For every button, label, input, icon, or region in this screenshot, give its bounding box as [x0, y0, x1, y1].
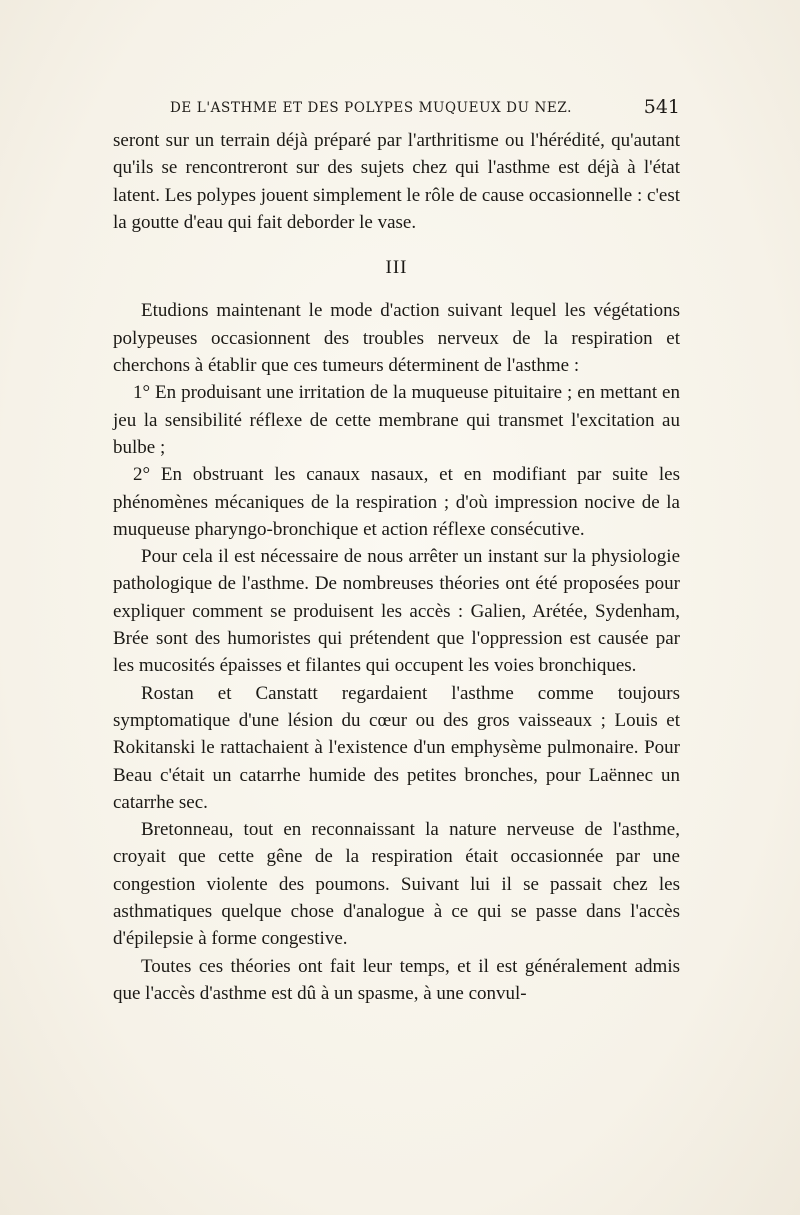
page-number: 541 — [643, 96, 680, 118]
running-header — [170, 96, 680, 122]
list-item-1: 1° En produisant une irritation de la muqueuse pituitaire ; en mettant en jeu la sensibilité réflexe de cette membrane qui transmet l'excitation au bulbe ; — [113, 382, 680, 458]
body-text — [113, 127, 680, 1007]
paragraph-intro: Etudions maintenant le mode d'action suivant lequel les végétations polypeuses occasionnent des troubles nerveux de la respiration et cherchons à établir que ces tumeurs déterminent de l'asthme : — [113, 300, 680, 377]
paragraph-conclusion: Toutes ces théories ont fait leur temps, et il est généralement admis que l'accès d'asthme est dû à un spasme, à une convul- — [113, 955, 680, 1004]
paragraph-rostan: Rostan et Canstatt regardaient l'asthme comme toujours symptomatique d'une lésion du cœur ou des gros vaisseaux ; Louis et Rokitanski le rattachaient à l'existence d'un emphysème pulmonaire. Pour Beau c'était un catarrhe humide des petites bronches, pour Laënnec un catarrhe sec. — [113, 682, 680, 813]
paragraph-theories: Pour cela il est nécessaire de nous arrêter un instant sur la physiologie pathologique de l'asthme. De nombreuses théories ont été proposées pour expliquer comment se produisent les accès : Galien, Arétée, Sydenham, Brée sont des humoristes qui prétendent que l'oppression est causée par les mucosités épaisses et filantes qui occupent les voies bronchiques. — [113, 546, 680, 677]
section-heading: III — [385, 257, 408, 279]
list-item-2: 2° En obstruant les canaux nasaux, et en modifiant par suite les phénomènes mécaniques de la respiration ; d'où impression nocive de la muqueuse pharyngo-bronchique et action réflexe consécutive. — [113, 464, 680, 540]
paragraph-bretonneau: Bretonneau, tout en reconnaissant la nature nerveuse de l'asthme, croyait que cette gêne de la respiration était occasionnée par une congestion violente des poumons. Suivant lui il se passait chez les asthmatiques quelque chose d'analogue à ce qui se passe dans l'accès d'épilepsie à forme congestive. — [113, 819, 680, 950]
running-title: DE L'ASTHME ET DES POLYPES MUQUEUX DU NEZ. — [170, 100, 572, 116]
paragraph-continuation: seront sur un terrain déjà préparé par l'arthritisme ou l'hérédité, qu'autant qu'ils se rencontreront sur des sujets chez qui l'asthme est déjà à l'état latent. Les polypes jouent simplement le rôle de cause occasionnelle : c'est la goutte d'eau qui fait deborder le vase. — [113, 130, 680, 233]
